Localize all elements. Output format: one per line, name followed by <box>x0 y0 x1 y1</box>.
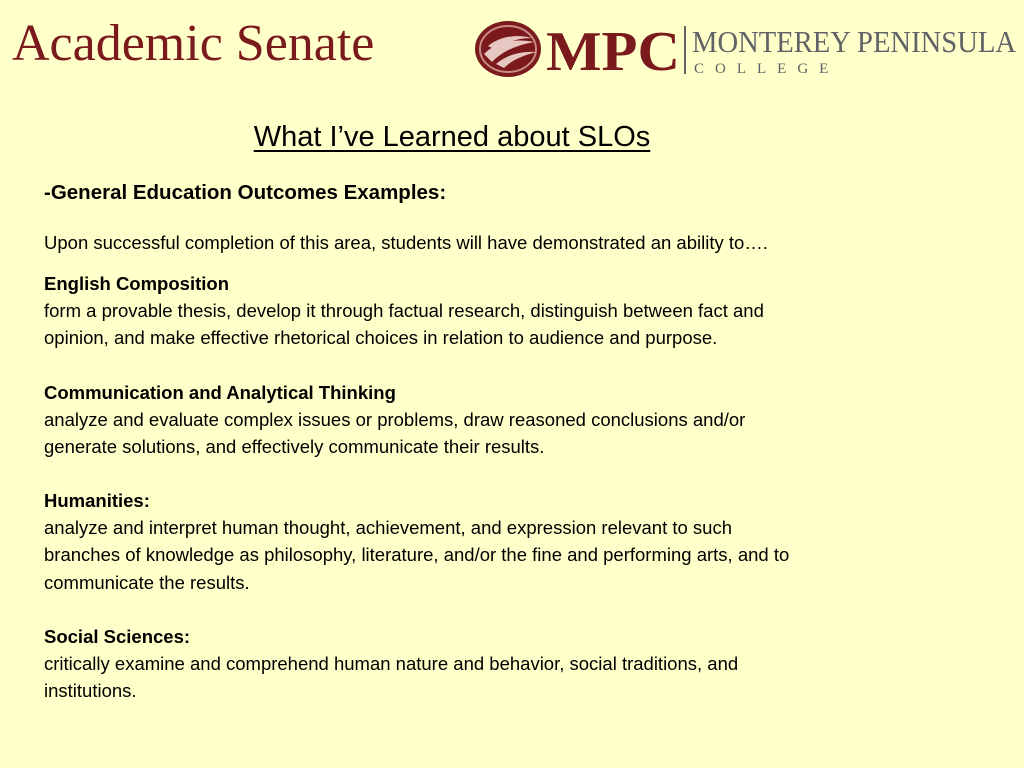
slide-header <box>0 0 1024 90</box>
senate-title: Academic Senate <box>12 15 375 72</box>
logo-divider <box>684 26 686 74</box>
mpc-logo <box>474 18 1022 80</box>
outcome-description: analyze and evaluate complex issues or problems, draw reasoned conclusions and/or generate solutions, and effectively communicate their results. <box>44 408 746 457</box>
outcome-description: analyze and interpret human thought, achievement, and expression relevant to such branches of knowledge as philosophy, literature, and/or the fine and performing arts, and to communicate the results. <box>44 517 790 593</box>
outcome-heading: English Composition <box>44 273 229 294</box>
outcomes-list <box>44 270 994 732</box>
logo-name-line2: COLLEGE <box>694 61 840 77</box>
outcome-social-sciences <box>44 623 994 705</box>
outcome-description: form a provable thesis, develop it through factual research, distinguish between fact and opinion, and make effective rhetorical choices in relation to audience and purpose. <box>44 300 764 349</box>
intro-text: Upon successful completion of this area, students will have demonstrated an ability to…. <box>44 232 768 253</box>
outcome-humanities <box>44 487 994 596</box>
logo-name-line1: MONTEREY PENINSULA <box>692 24 1017 59</box>
outcome-heading: Humanities: <box>44 490 150 512</box>
slide-title: What I’ve Learned about SLOs <box>253 121 651 153</box>
outcome-heading: Social Sciences: <box>44 626 191 648</box>
outcome-heading: Communication and Analytical Thinking <box>44 381 396 403</box>
outcome-communication-analytical-thinking <box>44 379 994 461</box>
logo-abbr: MPC <box>546 21 680 80</box>
section-subtitle: -General Education Outcomes Examples: <box>44 181 447 204</box>
mpc-seal-icon <box>475 21 541 77</box>
outcome-english-composition <box>44 270 994 352</box>
outcome-description: critically examine and comprehend human nature and behavior, social traditions, and institutions. <box>44 653 739 702</box>
